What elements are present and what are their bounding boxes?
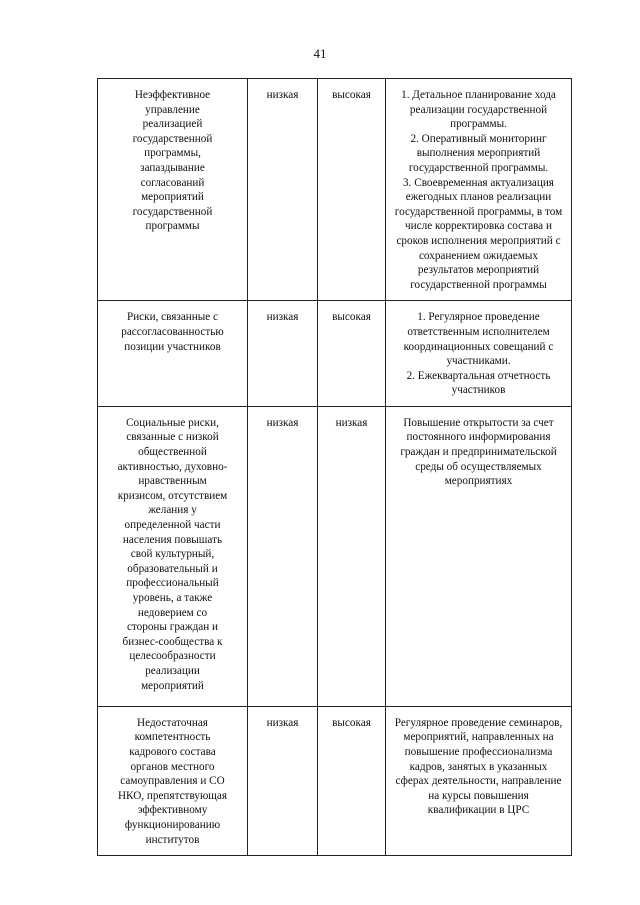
impact-cell: высокая [318,79,386,301]
table-row [98,79,572,301]
impact-cell: высокая [318,706,386,855]
mitigation-measures-cell: Регулярное проведение семинаров, мероприятий, направленных на повышение профессионализма кадров, занятых в указанных сферах деятельности, направление на курсы повышения квалификации в ЦРС [386,706,572,855]
impact-cell: низкая [318,406,386,706]
risk-description-cell: Недостаточная компетентность кадрового состава органов местного самоуправления и СО НКО, препятствующая эффективному функционированию институтов [98,706,248,855]
probability-cell: низкая [248,706,318,855]
mitigation-measures-cell: 1. Регулярное проведение ответственным исполнителем координационных совещаний с участниками. 2. Ежеквартальная отчетность участников [386,301,572,407]
impact-cell: высокая [318,301,386,407]
page-number: 41 [313,46,327,61]
table-row [98,301,572,407]
mitigation-measures-cell: Повышение открытости за счет постоянного информирования граждан и предпринимательской среды об осуществляемых мероприятиях [386,406,572,706]
probability-cell: низкая [248,79,318,301]
table-row [98,706,572,855]
table-row [98,406,572,706]
risk-description-cell: Социальные риски, связанные с низкой общественной активностью, духовно- нравственным кризисом, отсутствием желания у определенной части населения повышать свой культурный, образовательный и профессиональный уровень, а также недоверием со стороны граждан и бизнес-сообщества к целесообразности реализации мероприятий [98,406,248,706]
probability-cell: низкая [248,301,318,407]
mitigation-measures-cell: 1. Детальное планирование хода реализации государственной программы. 2. Оперативный мониторинг выполнения мероприятий государственной программы. 3. Своевременная актуализация ежегодных планов реализации государственной программы, в том числе корректировка состава и сроков исполнения мероприятий с сохранением ожидаемых результатов мероприятий государственной программы [386,79,572,301]
risk-description-cell: Риски, связанные с рассогласованностью позиции участников [98,301,248,407]
risk-table [97,78,572,856]
risk-description-cell: Неэффективное управление реализацией государственной программы, запаздывание согласований мероприятий государственной программы [98,79,248,301]
probability-cell: низкая [248,406,318,706]
